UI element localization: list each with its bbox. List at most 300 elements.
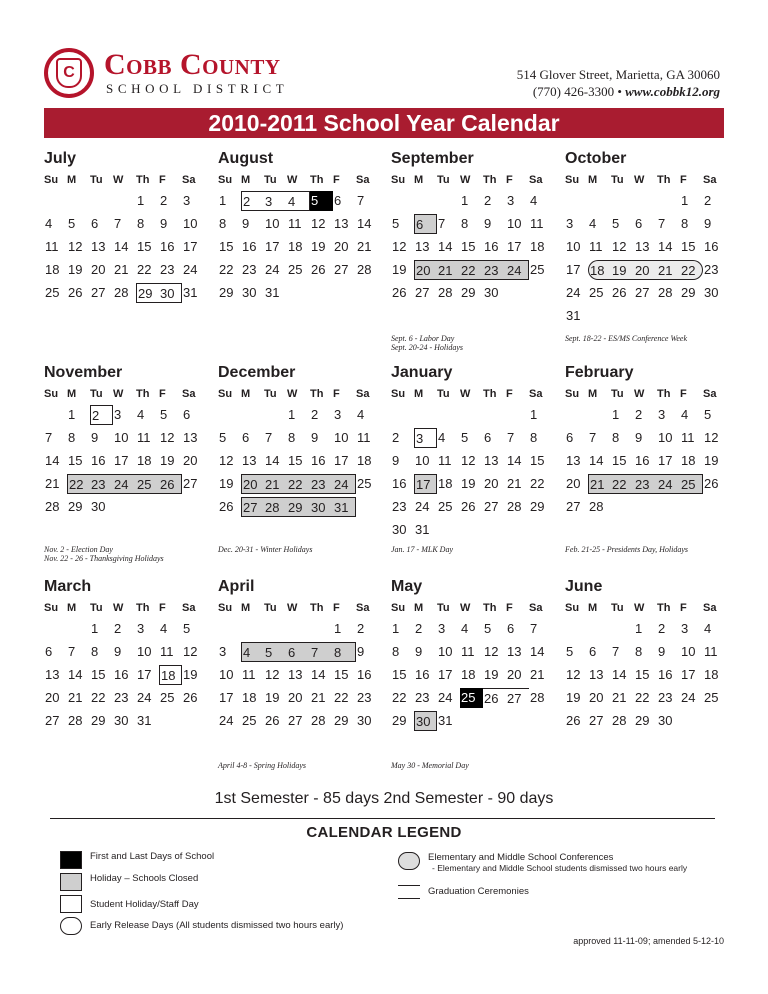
district-header [40, 46, 730, 108]
empty-cell [310, 618, 333, 641]
legend-early-release [60, 917, 343, 935]
note-line: April 4-8 - Spring Holidays [218, 761, 306, 770]
weekday-label: Tu [611, 388, 624, 400]
day-cell: 16 [357, 667, 372, 682]
day-cell: 9 [91, 430, 99, 445]
day-cell: 19 [392, 262, 407, 277]
day-cell: 30 [704, 285, 719, 300]
note-line: Sept. 18-22 - ES/MS Conference Week [565, 334, 688, 343]
empty-cell [634, 190, 657, 213]
day-cell: 4 [45, 216, 53, 231]
day-cell: 19 [265, 690, 280, 705]
day-cell: 4 [137, 407, 145, 422]
day-cell: 5 [566, 644, 574, 659]
day-cell: 22 [219, 262, 234, 277]
weekday-label: M [588, 388, 598, 400]
note-line: Feb. 21-25 - Presidents Day, Holidays [565, 545, 689, 554]
website-link[interactable]: www.cobbk12.org [625, 84, 720, 99]
weekday-label: W [634, 388, 645, 400]
day-cell: 10 [507, 216, 522, 231]
day-cell: 27 [415, 285, 430, 300]
day-cell: 31 [137, 713, 152, 728]
day-cell: 20 [589, 690, 604, 705]
weekday-label: W [460, 602, 471, 614]
day-cell: 13 [334, 216, 349, 231]
weekday-label: W [634, 174, 645, 186]
day-cell: 6 [45, 644, 53, 659]
empty-cell [44, 618, 67, 641]
day-cell: 10 [415, 453, 430, 468]
day-cell: 30 [242, 285, 257, 300]
weekday-label: M [241, 602, 251, 614]
day-cell: 16 [392, 476, 407, 491]
day-cell: 14 [265, 453, 280, 468]
day-cell: 23 [704, 262, 719, 277]
weekday-label: Sa [529, 602, 543, 614]
weekday-label: Tu [90, 602, 103, 614]
month-february [565, 362, 731, 519]
legend-label: Holiday – Schools Closed [90, 873, 199, 884]
gray-square-icon [60, 873, 82, 891]
day-cell: 28 [438, 285, 453, 300]
weekday-label: Th [483, 174, 497, 186]
divider-line [50, 818, 715, 819]
day-cell: 27 [334, 262, 349, 277]
day-cell: 21 [264, 474, 287, 494]
day-cell: 13 [507, 644, 522, 659]
day-cell: 10 [183, 216, 198, 231]
day-grid [565, 404, 731, 519]
weekday-header [565, 598, 731, 618]
day-cell: 12 [183, 644, 198, 659]
day-cell: 2 [484, 193, 492, 208]
legend-title: CALENDAR LEGEND [306, 824, 462, 841]
weekday-label: W [113, 174, 124, 186]
weekday-label: Tu [611, 602, 624, 614]
day-cell: 15 [612, 453, 627, 468]
month-name: March [44, 578, 92, 595]
day-cell: 14 [45, 453, 60, 468]
day-cell: 3 [438, 621, 446, 636]
day-cell: 29 [681, 285, 696, 300]
day-cell: 29 [530, 499, 545, 514]
day-cell: 22 [334, 690, 349, 705]
weekday-label: F [680, 174, 687, 186]
day-cell: 6 [589, 644, 597, 659]
day-cell: 18 [588, 260, 611, 280]
weekday-label: Th [657, 174, 671, 186]
day-cell: 5 [392, 216, 400, 231]
conferences-sublabel: - Elementary and Middle School students dismissed two hours early [432, 863, 688, 873]
day-cell: 2 [357, 621, 365, 636]
month-notes [44, 545, 214, 563]
district-logo [44, 48, 94, 98]
month-name: January [391, 364, 453, 381]
day-cell: 26 [159, 474, 182, 494]
day-cell: 23 [357, 690, 372, 705]
weekday-header [218, 384, 384, 404]
day-cell: 14 [658, 239, 673, 254]
weekday-label: M [588, 602, 598, 614]
day-cell: 18 [530, 239, 545, 254]
day-cell: 5 [264, 642, 287, 662]
day-cell: 13 [589, 667, 604, 682]
day-cell: 15 [461, 239, 476, 254]
day-cell: 9 [114, 644, 122, 659]
weekday-header [391, 170, 557, 190]
day-cell: 6 [507, 621, 515, 636]
day-cell: 5 [68, 216, 76, 231]
day-cell: 19 [461, 476, 476, 491]
day-cell: 17 [114, 453, 129, 468]
day-cell: 30 [392, 522, 407, 537]
weekday-label: Su [218, 174, 233, 186]
weekday-label: W [460, 174, 471, 186]
weekday-label: W [287, 388, 298, 400]
weekday-label: Th [136, 602, 150, 614]
month-notes [565, 334, 735, 343]
empty-cell [391, 404, 414, 427]
day-cell: 11 [461, 644, 475, 659]
day-cell: 25 [136, 474, 159, 494]
empty-cell [264, 404, 287, 427]
day-cell: 9 [704, 216, 712, 231]
day-cell: 22 [91, 690, 106, 705]
legend-label: Graduation Ceremonies [428, 886, 529, 897]
day-cell: 17 [507, 239, 522, 254]
empty-cell [414, 404, 437, 427]
day-cell: 23 [392, 499, 407, 514]
day-cell: 12 [484, 644, 499, 659]
weekday-label: M [67, 174, 77, 186]
day-cell: 2 [160, 193, 168, 208]
month-notes [391, 761, 561, 770]
empty-cell [67, 190, 90, 213]
day-cell: 21 [311, 690, 326, 705]
phone-number: (770) 426-3300 [532, 84, 615, 99]
day-cell: 18 [704, 667, 719, 682]
weekday-header [44, 598, 210, 618]
legend-label: Early Release Days (All students dismissed two hours early) [90, 920, 344, 931]
weekday-label: Sa [529, 174, 543, 186]
day-cell: 14 [589, 453, 604, 468]
day-cell: 5 [484, 621, 492, 636]
day-cell: 17 [183, 239, 198, 254]
day-cell: 18 [45, 262, 60, 277]
weekday-header [565, 170, 731, 190]
day-cell: 9 [242, 216, 250, 231]
day-cell: 14 [530, 644, 545, 659]
month-name: September [391, 150, 474, 167]
empty-cell [588, 404, 611, 427]
day-cell: 9 [635, 430, 643, 445]
weekday-label: Sa [703, 388, 717, 400]
weekday-label: Tu [437, 602, 450, 614]
month-name: August [218, 150, 274, 167]
day-cell: 29 [287, 497, 310, 517]
day-cell: 4 [530, 193, 538, 208]
weekday-label: Th [483, 602, 497, 614]
day-cell: 2 [392, 430, 400, 445]
weekday-label: Sa [529, 388, 543, 400]
day-cell: 31 [183, 285, 198, 300]
day-cell: 17 [219, 690, 234, 705]
day-cell: 11 [357, 430, 371, 445]
calendar-title: 2010-2011 School Year Calendar [44, 108, 724, 138]
empty-cell [565, 404, 588, 427]
day-cell: 13 [45, 667, 60, 682]
day-cell: 3 [137, 621, 145, 636]
day-cell: 8 [91, 644, 99, 659]
day-cell: 26 [265, 713, 280, 728]
day-cell: 18 [288, 239, 303, 254]
day-cell: 25 [530, 262, 545, 277]
weekday-label: Sa [182, 174, 196, 186]
day-cell: 14 [311, 667, 326, 682]
day-cell: 3 [658, 407, 666, 422]
weekday-label: Tu [611, 174, 624, 186]
day-cell: 21 [530, 667, 545, 682]
empty-cell [287, 618, 310, 641]
month-october [565, 148, 731, 328]
weekday-label: M [588, 174, 598, 186]
day-cell: 15 [681, 239, 696, 254]
day-cell: 5 [219, 430, 227, 445]
day-cell: 19 [311, 239, 326, 254]
day-cell: 20 [91, 262, 106, 277]
note-line: Dec. 20-31 - Winter Holidays [218, 545, 313, 554]
weekday-label: F [159, 174, 166, 186]
note-line: Nov. 2 - Election Day [44, 545, 113, 554]
day-cell: 8 [612, 430, 620, 445]
day-cell: 3 [566, 216, 574, 231]
month-name: April [218, 578, 255, 595]
day-cell: 19 [68, 262, 83, 277]
weekday-label: F [159, 602, 166, 614]
day-cell: 4 [681, 407, 689, 422]
day-cell: 24 [566, 285, 581, 300]
day-cell: 7 [612, 644, 620, 659]
day-cell: 1 [137, 193, 145, 208]
day-cell: 29 [461, 285, 476, 300]
day-cell: 6 [566, 430, 574, 445]
empty-cell [460, 404, 483, 427]
day-cell: 14 [438, 239, 453, 254]
day-cell: 25 [460, 688, 483, 708]
day-cell: 26 [219, 499, 234, 514]
day-grid [391, 618, 557, 733]
day-cell: 15 [68, 453, 83, 468]
day-cell: 28 [589, 499, 604, 514]
day-cell: 20 [45, 690, 60, 705]
day-cell: 15 [530, 453, 545, 468]
day-cell: 8 [681, 216, 689, 231]
month-notes [391, 545, 561, 554]
day-cell: 1 [334, 621, 342, 636]
day-cell: 20 [507, 667, 522, 682]
empty-cell [437, 190, 460, 213]
day-cell: 14 [68, 667, 83, 682]
month-name: May [391, 578, 423, 595]
day-cell: 11 [242, 667, 256, 682]
day-cell: 20 [414, 260, 437, 280]
day-cell: 12 [461, 453, 476, 468]
day-cell: 19 [183, 667, 198, 682]
day-cell: 23 [658, 690, 673, 705]
day-cell: 1 [461, 193, 469, 208]
day-cell: 10 [265, 216, 280, 231]
day-cell: 17 [681, 667, 696, 682]
day-cell: 21 [45, 476, 60, 491]
empty-cell [391, 190, 414, 213]
day-cell: 2 [635, 407, 643, 422]
day-cell: 7 [530, 621, 538, 636]
day-cell: 7 [310, 642, 333, 662]
day-cell: 5 [160, 407, 168, 422]
month-name: July [44, 150, 77, 167]
day-grid [44, 190, 210, 305]
conferences-label: Elementary and Middle School Conferences [428, 852, 614, 863]
weekday-header [391, 384, 557, 404]
day-cell: 27 [635, 285, 650, 300]
day-cell: 17 [438, 667, 453, 682]
day-cell: 6 [484, 430, 492, 445]
day-cell: 18 [681, 453, 696, 468]
note-line: May 30 - Memorial Day [391, 761, 469, 770]
day-cell: 27 [241, 497, 264, 517]
day-cell: 28 [612, 713, 627, 728]
day-cell: 26 [68, 285, 83, 300]
day-cell: 21 [657, 260, 680, 280]
day-cell: 15 [334, 667, 349, 682]
weekday-label: Th [310, 602, 324, 614]
day-cell: 31 [415, 522, 430, 537]
day-cell: 26 [704, 476, 719, 491]
month-name: November [44, 364, 123, 381]
bullet-separator: • [617, 84, 622, 99]
day-cell: 22 [530, 476, 545, 491]
empty-cell [44, 404, 67, 427]
weekday-label: Sa [356, 602, 370, 614]
day-cell: 24 [657, 474, 680, 494]
day-cell: 25 [288, 262, 303, 277]
day-cell: 16 [311, 453, 326, 468]
day-cell: 16 [114, 667, 129, 682]
day-cell: 22 [611, 474, 634, 494]
empty-cell [218, 618, 241, 641]
day-cell: 24 [183, 262, 198, 277]
weekday-header [391, 598, 557, 618]
weekday-label: Tu [264, 174, 277, 186]
day-cell: 1 [68, 407, 76, 422]
empty-cell [506, 404, 529, 427]
district-subtitle: SCHOOL DISTRICT [106, 81, 289, 96]
day-cell: 26 [183, 690, 198, 705]
day-cell: 17 [265, 239, 280, 254]
empty-cell [565, 618, 588, 641]
weekday-label: Su [218, 388, 233, 400]
month-notes [218, 761, 388, 770]
day-cell: 9 [392, 453, 400, 468]
double-line-icon [398, 885, 420, 899]
day-cell: 26 [612, 285, 627, 300]
day-cell: 7 [114, 216, 122, 231]
day-cell: 22 [680, 260, 703, 280]
weekday-label: Sa [356, 388, 370, 400]
day-cell: 28 [45, 499, 60, 514]
day-cell: 13 [415, 239, 430, 254]
contact-line [517, 83, 720, 100]
day-cell: 30 [414, 711, 437, 731]
day-cell: 10 [681, 644, 696, 659]
day-cell: 3 [507, 193, 515, 208]
day-cell: 20 [241, 474, 264, 494]
day-cell: 20 [634, 260, 657, 280]
day-cell: 4 [438, 430, 446, 445]
empty-cell [657, 190, 680, 213]
day-cell: 15 [137, 239, 152, 254]
day-cell: 10 [438, 644, 453, 659]
day-cell: 8 [635, 644, 643, 659]
day-cell: 10 [219, 667, 234, 682]
day-cell: 27 [45, 713, 60, 728]
empty-cell [241, 618, 264, 641]
day-cell: 29 [68, 499, 83, 514]
day-cell: 14 [507, 453, 522, 468]
month-may [391, 576, 557, 733]
day-cell: 3 [334, 407, 342, 422]
day-cell: 29 [392, 713, 407, 728]
day-cell: 13 [635, 239, 650, 254]
day-cell: 22 [67, 474, 90, 494]
day-cell: 12 [566, 667, 581, 682]
empty-cell [67, 618, 90, 641]
legend-label: Student Holiday/Staff Day [90, 899, 199, 910]
note-line: Sept. 6 - Labor Day [391, 334, 455, 343]
day-cell: 28 [311, 713, 326, 728]
empty-cell [611, 618, 634, 641]
day-cell: 18 [137, 453, 152, 468]
day-cell: 22 [460, 260, 483, 280]
day-cell: 5 [183, 621, 191, 636]
day-cell: 21 [612, 690, 627, 705]
day-cell: 19 [484, 667, 499, 682]
day-cell: 8 [68, 430, 76, 445]
day-cell: 3 [219, 644, 227, 659]
day-cell: 8 [219, 216, 227, 231]
weekday-label: Th [483, 388, 497, 400]
day-cell: 30 [159, 283, 182, 303]
day-cell: 27 [288, 713, 303, 728]
day-cell: 17 [334, 453, 349, 468]
day-cell: 24 [219, 713, 234, 728]
day-cell: 12 [392, 239, 407, 254]
day-cell: 5 [612, 216, 620, 231]
day-cell: 16 [635, 453, 650, 468]
weekday-header [44, 170, 210, 190]
day-cell: 23 [415, 690, 430, 705]
legend-student-holiday [60, 895, 199, 913]
day-cell: 2 [90, 405, 113, 425]
weekday-label: Tu [90, 388, 103, 400]
day-cell: 23 [483, 260, 506, 280]
month-notes [218, 545, 388, 554]
day-cell: 23 [310, 474, 333, 494]
day-cell: 19 [160, 453, 175, 468]
white-square-icon [60, 895, 82, 913]
weekday-header [218, 170, 384, 190]
legend-label: First and Last Days of School [90, 851, 215, 862]
